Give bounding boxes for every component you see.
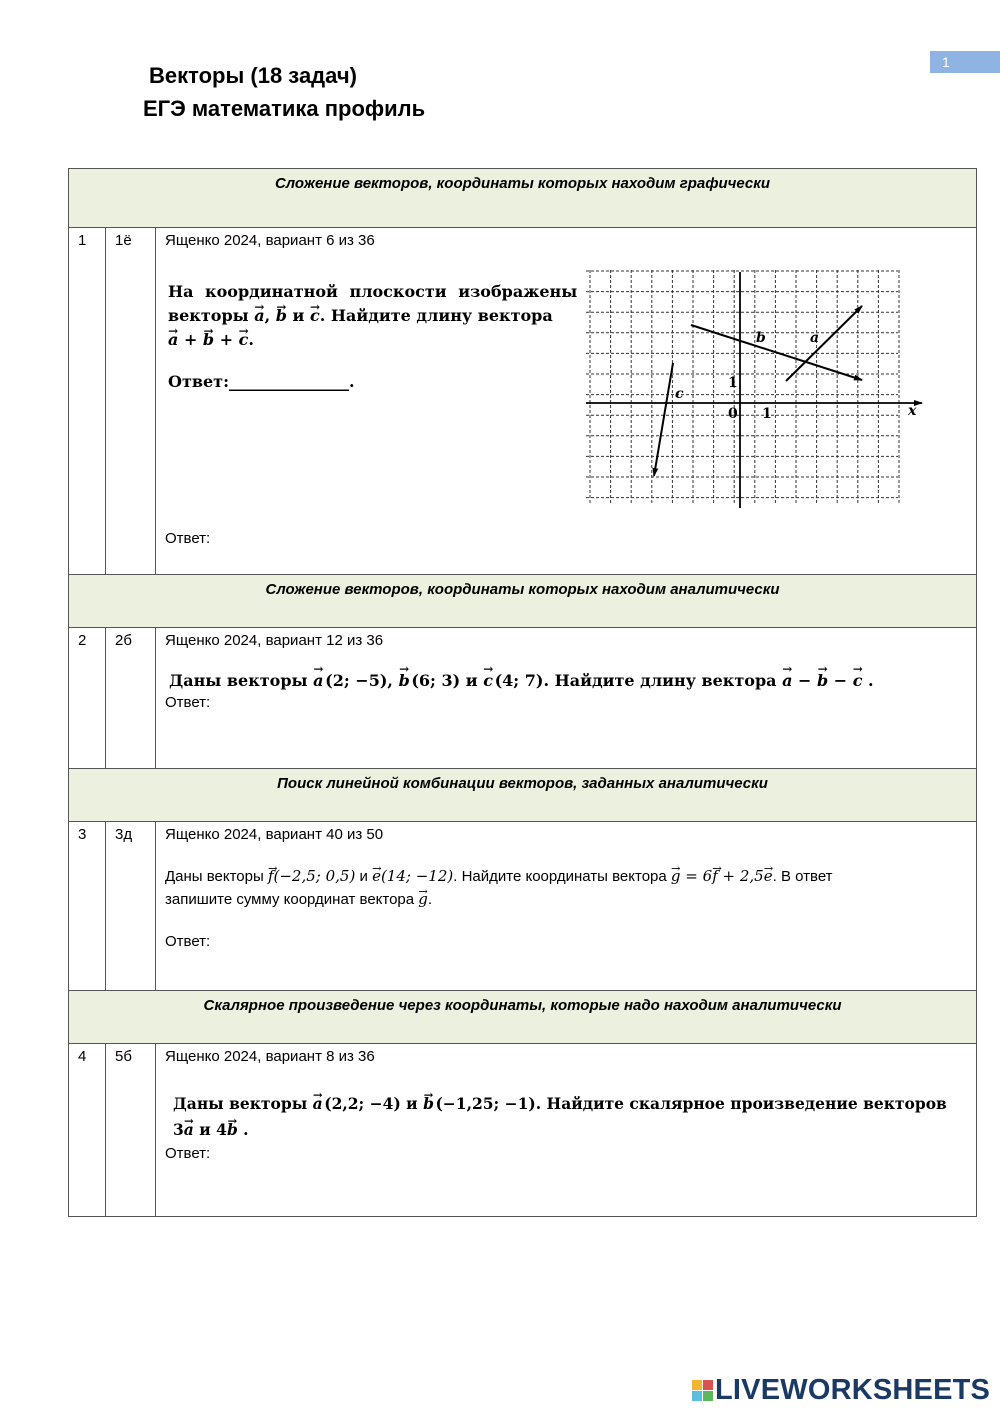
section-heading-row xyxy=(69,991,977,1044)
statement-text: Даны векторы xyxy=(169,671,308,690)
graph-label-c: c xyxy=(675,386,684,402)
coordinate-grid-figure xyxy=(586,268,931,518)
vector-c: → c xyxy=(310,304,320,328)
tasks-table xyxy=(68,168,977,1217)
vector-a: → a xyxy=(782,671,792,690)
vector-c-arrow xyxy=(654,363,673,476)
x-unit-label: 1 xyxy=(762,406,772,422)
task-body xyxy=(156,1044,977,1217)
vector-b: → b xyxy=(276,304,287,328)
vector-b-coords: (6; 3) и xyxy=(411,671,478,690)
liveworksheets-logo xyxy=(692,1373,990,1407)
task-number: 4 xyxy=(69,1044,106,1217)
vector-e: → e(14; −12) xyxy=(372,867,453,885)
section-heading: Сложение векторов, координаты которых находим аналитически xyxy=(69,575,977,628)
page-subtitle: ЕГЭ математика профиль xyxy=(143,96,426,121)
vector-b: → b xyxy=(399,671,410,690)
graph-label-a: a xyxy=(810,330,820,346)
task-code: 2б xyxy=(106,628,156,769)
task-source: Ященко 2024, вариант 6 из 36 xyxy=(165,232,375,249)
statement-text: . xyxy=(248,330,254,349)
vector-b: → b xyxy=(227,1117,238,1143)
answer-label: Ответ: xyxy=(165,530,211,547)
statement-text: . В ответ xyxy=(772,868,833,885)
statement-text: запишите сумму координат вектора xyxy=(165,891,415,908)
statement-text: и 4 xyxy=(199,1120,227,1139)
task-statement: Даны векторы → a (2,2; −4) и → b (−1,25; −1). Найдите скалярное произведение векторов 3→ a и 4→ b . xyxy=(173,1091,968,1143)
statement-line: На координатной плоскости изображены xyxy=(168,282,578,301)
task-source: Ященко 2024, вариант 12 из 36 xyxy=(165,632,384,649)
page-title: Векторы (18 задач) xyxy=(149,63,357,88)
task-code: 5б xyxy=(106,1044,156,1217)
task-body xyxy=(156,228,977,575)
vector-c-coords: (4; 7). Найдите длину вектора xyxy=(494,671,777,690)
task-row xyxy=(69,628,977,769)
task-code: 1ё xyxy=(106,228,156,575)
vector-c: → c xyxy=(853,671,863,690)
answer-label: Ответ: xyxy=(165,1145,211,1162)
answer-label: Ответ: xyxy=(165,933,211,950)
task-body xyxy=(156,822,977,991)
task-code: 3д xyxy=(106,822,156,991)
vector-a: → a xyxy=(184,1117,194,1143)
axis-label-x: x xyxy=(908,403,917,419)
statement-line: → a + → b + → c. xyxy=(168,328,588,352)
task-body xyxy=(156,628,977,769)
vector-b: → b xyxy=(817,671,828,690)
statement-line: векторы → a, → b и → c. Найдите длину вектора xyxy=(168,304,588,328)
vector-b: → b xyxy=(423,1091,434,1117)
origin-label: 0 xyxy=(728,406,738,422)
task-statement: Даны векторы → f(−2,5; 0,5) и → e(14; −12). Найдите координаты вектора → g = 6→ f + 2,5→ e. В ответ запишите сумму координат вектора → g. xyxy=(165,865,968,911)
graph-label-b: b xyxy=(756,330,766,346)
task-number: 1 xyxy=(69,228,106,575)
statement-text: . Найдите длину вектора xyxy=(319,306,553,325)
section-heading-row xyxy=(69,769,977,822)
logo-text: LIVEWORKSHEETS xyxy=(715,1373,991,1406)
task-number: 2 xyxy=(69,628,106,769)
task-source: Ященко 2024, вариант 8 из 36 xyxy=(165,1048,375,1065)
vector-f: → f(−2,5; 0,5) xyxy=(268,867,355,885)
statement-text: и xyxy=(359,868,368,885)
answer-label: Ответ: xyxy=(165,694,211,711)
vector-b-coords: (−1,25; −1). Найдите скалярное произведение векторов xyxy=(435,1094,947,1113)
vector-a: → a xyxy=(254,304,264,328)
statement-text: . Найдите координаты вектора xyxy=(453,868,667,885)
statement-text: 3 xyxy=(173,1120,184,1139)
task-statement: Даны векторы → a (2; −5), → b (6; 3) и → c (4; 7). Найдите длину вектора → a − → b − → c . xyxy=(169,671,968,690)
task-row xyxy=(69,822,977,991)
statement-text: Даны векторы xyxy=(173,1094,308,1113)
vector-a-arrow xyxy=(786,306,862,381)
section-heading: Поиск линейной комбинации векторов, заданных аналитически xyxy=(69,769,977,822)
section-heading-row xyxy=(69,169,977,228)
vector-a: → a xyxy=(313,671,323,690)
vector-a: → a xyxy=(313,1091,323,1117)
logo-icon xyxy=(692,1380,713,1401)
y-unit-label: 1 xyxy=(728,375,738,391)
grid-lines xyxy=(586,270,899,503)
printed-answer-line: Ответ:_______________. xyxy=(168,372,355,391)
section-heading-row xyxy=(69,575,977,628)
section-heading: Сложение векторов, координаты которых находим графически xyxy=(69,169,977,228)
task-number: 3 xyxy=(69,822,106,991)
vector-b: → b xyxy=(203,328,214,352)
vector-g: → g xyxy=(418,890,428,908)
statement-text: векторы xyxy=(168,306,249,325)
vector-c: → c xyxy=(239,328,249,352)
task-statement xyxy=(168,280,588,394)
statement-text: Даны векторы xyxy=(165,868,264,885)
task-source: Ященко 2024, вариант 40 из 50 xyxy=(165,826,384,843)
vector-a: → a xyxy=(168,328,178,352)
vector-g-formula: → g = 6→ f + 2,5→ e xyxy=(671,867,773,885)
vector-a-coords: (2,2; −4) и xyxy=(324,1094,418,1113)
vector-a-coords: (2; −5), xyxy=(325,671,393,690)
task-row xyxy=(69,1044,977,1217)
section-heading: Скалярное произведение через координаты, которые надо находим аналитически xyxy=(69,991,977,1044)
task-row xyxy=(69,228,977,575)
page-number: 1 xyxy=(930,51,1000,73)
vector-c: → c xyxy=(483,671,493,690)
